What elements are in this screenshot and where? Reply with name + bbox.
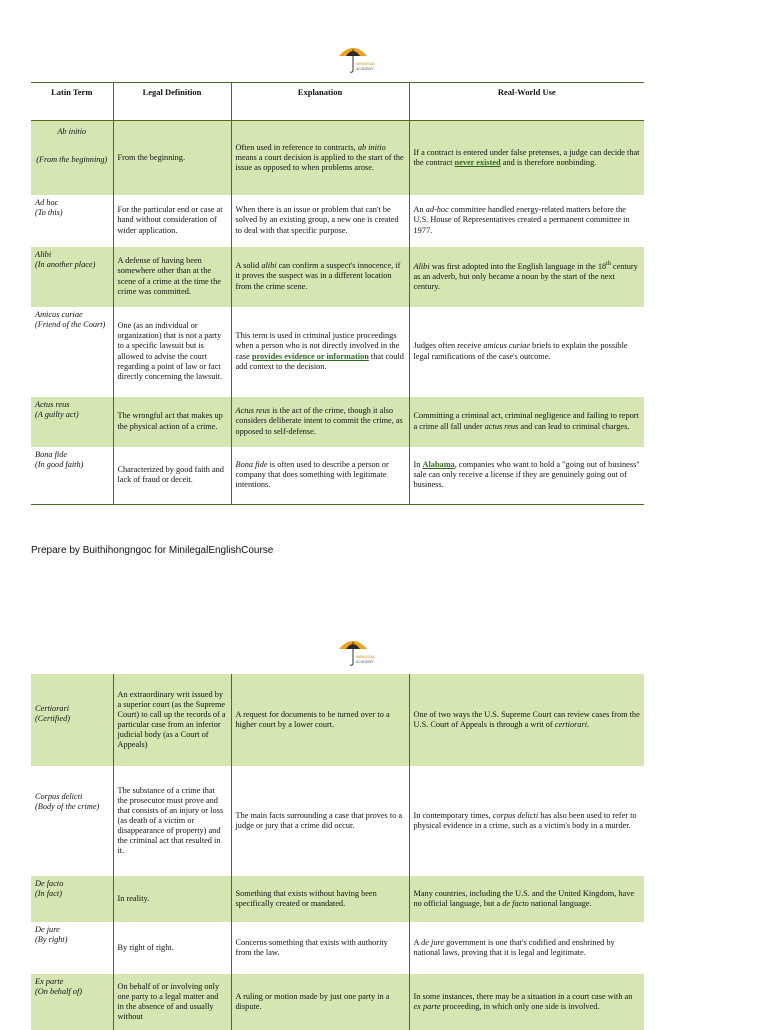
latin-term-cell: Bona fide (In good faith) (31, 447, 113, 505)
explanation-cell: A solid alibi can confirm a suspect's innocence, if it proves the suspect was in a different location from the crime scene. (231, 247, 409, 307)
real-world-use-cell: An ad-hoc committee handled energy-related matters before the U.S. House of Representatives created a permanent committee in 1977. (413, 205, 630, 235)
logo-sub-text: ACADEMY (356, 660, 374, 664)
definition-cell: In reality. (113, 876, 231, 922)
latin-term-cell: Alibi (In another place) (31, 247, 113, 307)
explanation-cell: The main facts surrounding a case that proves to a judge or jury that a crime did occur. (231, 766, 409, 876)
real-world-use-cell: In contemporary times, corpus delicti has also been used to refer to physical evidence in a crime, such as a victim's body in a murder. (413, 810, 637, 830)
academy-logo-umbrella (335, 637, 375, 667)
table-row (31, 247, 644, 307)
header-latin-term: Latin Term (31, 83, 113, 121)
latin-term-cell: De jure (By right) (31, 922, 113, 974)
table-row (31, 195, 644, 247)
table-row (31, 922, 644, 974)
definition-cell: For the particular end or case at hand without consideration of wider application. (113, 195, 231, 247)
never-existed-link[interactable]: never existed (454, 157, 501, 167)
definition-cell: The substance of a crime that the prosecutor must prove and that consists of an injury or loss (as death of a victim or disappearance of property) and the criminal act that resulted in it. (113, 766, 231, 876)
table-row (31, 397, 644, 447)
definition-cell: On behalf of or involving only one party to a legal matter and in the absence of and usually without (113, 974, 231, 1030)
footer-credit: Prepare by Buithihongngoc for MinilegalEnglishCourse (31, 545, 274, 556)
table-row (31, 766, 644, 876)
definition-cell: An extraordinary writ issued by a superior court (as the Supreme Court) to call up the records of a particular case from an inferior judicial body (as a Court of Appeals) (113, 674, 231, 766)
logo-brand-text: MINILEGAL (356, 62, 375, 66)
latin-term-cell: Ad hoc (To this) (31, 195, 113, 247)
definition-cell: Characterized by good faith and lack of fraud or deceit. (113, 447, 231, 505)
table-row (31, 876, 644, 922)
academy-logo-umbrella (335, 44, 375, 74)
real-world-use-cell: In some instances, there may be a situation in a court case with an ex parte proceeding, in which only one side is involved. (409, 974, 644, 1030)
explanation-cell: Something that exists without having been specifically created or mandated. (231, 876, 409, 922)
explanation-cell: Often used in reference to contracts, ab initio means a court decision is applied to the start of the issue as opposed to when problems arose. (231, 121, 409, 195)
table-row (31, 307, 644, 397)
latin-term-cell: Corpus delicti (Body of the crime) (31, 766, 113, 876)
table-row (31, 121, 644, 195)
table-row (31, 447, 644, 505)
table-header-row (31, 83, 644, 121)
provides-evidence-link[interactable]: provides evidence or information (251, 351, 369, 361)
term-latin: Ab initio (57, 127, 87, 136)
definition-cell: From the beginning. (113, 121, 231, 195)
latin-term-cell: Ex parte (On behalf of) (31, 974, 113, 1030)
explanation-cell: Actus reus is the act of the crime, though it also considers deliberate intent to commit the crime, as opposed to self-defense. (231, 397, 409, 447)
header-explanation: Explanation (231, 83, 409, 121)
logo-brand-text: MINILEGAL (356, 655, 375, 659)
real-world-use-cell: One of two ways the U.S. Supreme Court can review cases from the U.S. Court of Appeals is through a writ of certiorari. (409, 674, 644, 766)
latin-terms-table-1 (31, 82, 644, 505)
real-world-use-cell: Committing a criminal act, criminal negligence and failing to report a crime all fall under actus reus and can lead to criminal charges. (409, 397, 644, 447)
table-row (31, 674, 644, 766)
header-legal-definition: Legal Definition (113, 83, 231, 121)
term-translation: (From the beginning) (36, 155, 108, 165)
explanation-cell: Bona fide is often used to describe a person or company that does something with legitimate intentions. (231, 447, 409, 505)
definition-cell: By right of right. (113, 922, 231, 974)
explanation-cell: Concerns something that exists with authority from the law. (231, 922, 409, 974)
latin-terms-table-2 (31, 674, 644, 1030)
latin-term-cell: Amicus curiae (Friend of the Court) (31, 307, 113, 397)
definition-cell: One (as an individual or organization) that is not a party to a specific lawsuit but is allowed to advise the court regarding a point of law or fact directly concerning the lawsuit. (113, 307, 231, 397)
explanation-cell: A ruling or motion made by just one party in a dispute. (231, 974, 409, 1030)
real-world-use-cell: In Alabama, companies who want to hold a "going out of business" sale can only receive a license if they are genuinely going out of business. (409, 447, 644, 505)
latin-term-cell: Certiorari (Certified) (31, 674, 113, 766)
table-row (31, 974, 644, 1030)
real-world-use-cell: Many countries, including the U.S. and the United Kingdom, have no official language, but a de facto national language. (409, 876, 644, 922)
real-world-use-cell: Alibi was first adopted into the English language in the 18th century as an adverb, but only became a noun by the start of the next century. (409, 247, 644, 307)
explanation-cell: This term is used in criminal justice proceedings when a person who is not directly involved in the case provides evidence or information that could add context to the decision. (231, 307, 409, 397)
explanation-cell: A request for documents to be turned over to a higher court by a lower court. (231, 674, 409, 766)
real-world-use-cell: A de jure government is one that's codified and enshrined by national laws, proving that it is legal and legitimate. (413, 937, 615, 957)
header-real-world-use: Real-World Use (409, 83, 644, 121)
logo-sub-text: ACADEMY (356, 67, 374, 71)
real-world-use-cell: If a contract is entered under false pretenses, a judge can decide that the contract never existed and is therefore nonbinding. (409, 121, 644, 195)
alabama-link[interactable]: Alabama (422, 460, 455, 470)
latin-term-cell: De facto (In fact) (31, 876, 113, 922)
real-world-use-cell: Judges often receive amicus curiae briefs to explain the possible legal ramifications of the case's outcome. (413, 341, 628, 361)
definition-cell: The wrongful act that makes up the physical action of a crime. (113, 397, 231, 447)
definition-cell: A defense of having been somewhere other than at the scene of a crime at the time the crime was committed. (113, 247, 231, 307)
explanation-cell: When there is an issue or problem that can't be solved by an existing group, a new one is created to deal with that specific purpose. (231, 195, 409, 247)
latin-term-cell (31, 121, 113, 195)
latin-term-cell: Actus reus (A guilty act) (31, 397, 113, 447)
